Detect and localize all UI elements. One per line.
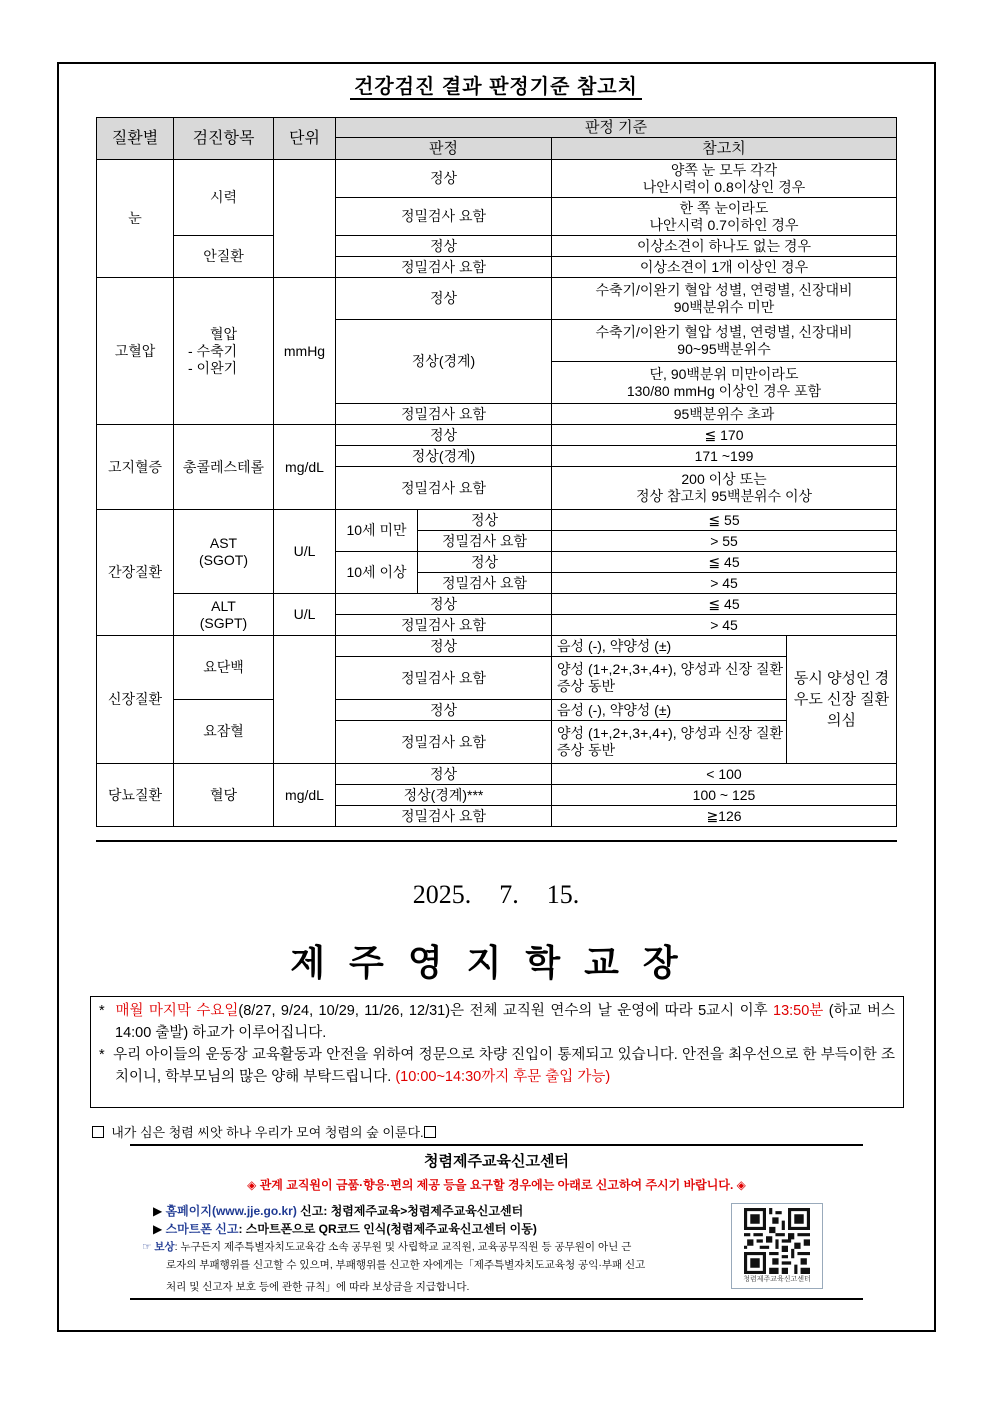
unit-mgdl: mg/dL xyxy=(274,425,336,510)
judgment-cell: 정밀검사 요함 xyxy=(336,257,552,278)
item-vision: 시력 xyxy=(174,160,274,236)
report-homepage: ▶ 홈페이지(www.jje.go.kr) 신고: 청렴제주교육>청렴제주교육신고센터 xyxy=(153,1204,524,1218)
reference-cell: > 55 xyxy=(552,531,897,552)
homepage-link[interactable]: 홈페이지(www.jje.go.kr) xyxy=(165,1204,297,1218)
report-title: 청렴제주교육신고센터 xyxy=(424,1153,569,1170)
header-reference: 참고치 xyxy=(552,138,897,160)
age-under-10: 10세 미만 xyxy=(336,510,418,552)
report-reward-line: 로자의 부패행위를 신고할 수 있으며, 부패행위를 신고한 자에게는「제주특별자치도교육청 공익·부패 신고 xyxy=(166,1259,646,1271)
judgment-cell: 정상 xyxy=(336,236,552,257)
disease-lipid: 고지혈증 xyxy=(97,425,174,510)
reference-cell: ≧126 xyxy=(552,806,897,827)
reference-cell: 양성 (1+,2+,3+,4+), 양성과 신장 질환 증상 동반 xyxy=(552,657,787,700)
principal-signature: 제주영지학교장 xyxy=(290,943,702,983)
reference-cell: ≦ 55 xyxy=(552,510,897,531)
reference-cell: 양쪽 눈 모두 각각 나안시력이 0.8이상인 경우 xyxy=(552,160,897,198)
unit-ul: U/L xyxy=(274,594,336,636)
reference-cell: ≦ 170 xyxy=(552,425,897,446)
disease-liver: 간장질환 xyxy=(97,510,174,636)
page-title: 건강검진 결과 판정기준 참고치 xyxy=(0,70,992,99)
disease-hypertension: 고혈압 xyxy=(97,278,174,425)
judgment-cell: 정상 xyxy=(336,764,552,785)
judgment-cell: 정상 xyxy=(418,510,552,531)
judgment-cell: 정상 xyxy=(336,278,552,320)
disease-kidney: 신장질환 xyxy=(97,636,174,764)
header-unit: 단위 xyxy=(274,118,336,160)
qr-code-icon xyxy=(742,1208,812,1274)
reference-cell: > 45 xyxy=(552,573,897,594)
judgment-cell: 정밀검사 요함 xyxy=(336,806,552,827)
qr-code[interactable] xyxy=(731,1203,823,1289)
judgment-cell: 정밀검사 요함 xyxy=(336,467,552,510)
judgment-cell: 정상(경계) xyxy=(336,320,552,404)
reference-cell: 이상소견이 하나도 없는 경우 xyxy=(552,236,897,257)
notice-item: * 우리 아이들의 운동장 교육활동과 안전을 위하여 정문으로 차량 진입이 통제되고 있습니다. 안전을 최우선으로 한 부득이한 조치이니, 학부모님의 많은 양해 부탁드립니다. (10:00~14:30까지 후문 출입 가능) xyxy=(99,1047,895,1085)
reference-cell: 171 ~199 xyxy=(552,446,897,467)
report-reward-line: 처리 및 신고자 보호 등에 관한 규칙」에 따라 보상금을 지급합니다. xyxy=(166,1281,470,1293)
judgment-cell: 정상 xyxy=(336,636,552,657)
report-center xyxy=(130,1144,863,1300)
item-blood-pressure: 혈압 - 수축기 - 이완기 xyxy=(174,278,274,425)
notice-box xyxy=(90,996,904,1108)
issue-date: 2025. 7. 15. xyxy=(412,880,580,909)
disease-eye: 눈 xyxy=(97,160,174,278)
reference-cell: 95백분위수 초과 xyxy=(552,404,897,425)
judgment-cell: 정상 xyxy=(418,552,552,573)
reference-cell: 100 ~ 125 xyxy=(552,785,897,806)
item-cholesterol: 총콜레스테롤 xyxy=(174,425,274,510)
judgment-cell: 정밀검사 요함 xyxy=(418,531,552,552)
judgment-cell: 정밀검사 요함 xyxy=(336,657,552,700)
reference-cell: 단, 90백분위 미만이라도 130/80 mmHg 이상인 경우 포함 xyxy=(552,362,897,404)
reference-cell: > 45 xyxy=(552,615,897,636)
reference-cell: 음성 (-), 약양성 (±) xyxy=(552,636,787,657)
reference-cell: < 100 xyxy=(552,764,897,785)
reference-cell: 이상소견이 1개 이상인 경우 xyxy=(552,257,897,278)
checkbox-icon xyxy=(92,1126,104,1138)
item-blood-sugar: 혈당 xyxy=(174,764,274,827)
reference-cell: ≦ 45 xyxy=(552,594,897,615)
judgment-cell: 정상(경계) xyxy=(336,446,552,467)
unit-eye xyxy=(274,160,336,278)
unit-ul: U/L xyxy=(274,510,336,594)
table-bottom-rule xyxy=(96,840,897,842)
header-disease: 질환별 xyxy=(97,118,174,160)
item-urine-protein: 요단백 xyxy=(174,636,274,700)
arrow-icon: ▶ xyxy=(153,1204,163,1218)
item-alt: ALT (SGPT) xyxy=(174,594,274,636)
judgment-cell: 정밀검사 요함 xyxy=(336,721,552,764)
unit-mgdl: mg/dL xyxy=(274,764,336,827)
report-smartphone: ▶ 스마트폰 신고: 스마트폰으로 QR코드 인식(청렴제주교육신고센터 이동) xyxy=(153,1222,537,1236)
judgment-cell: 정상 xyxy=(336,700,552,721)
header-judgment: 판정 xyxy=(336,138,552,160)
item-urine-blood: 요잠혈 xyxy=(174,700,274,764)
report-reward: ☞ 보상: 누구든지 제주특별자치도교육감 소속 공무원 및 사립학교 교직원, 교육공무직원 등 공무원이 아닌 근 xyxy=(142,1241,632,1253)
reference-cell: ≦ 45 xyxy=(552,552,897,573)
judgment-cell: 정상 xyxy=(336,425,552,446)
disease-diabetes: 당뇨질환 xyxy=(97,764,174,827)
pointing-hand-icon: ☞ xyxy=(142,1241,152,1253)
qr-caption: 청렴제주교육신고센터 xyxy=(743,1276,811,1283)
header-criteria: 판정 기준 xyxy=(336,118,897,138)
criteria-table xyxy=(96,117,897,827)
reference-cell: 200 이상 또는 정상 참고치 95백분위수 이상 xyxy=(552,467,897,510)
judgment-cell: 정상(경계)*** xyxy=(336,785,552,806)
judgment-cell: 정밀검사 요함 xyxy=(336,198,552,236)
arrow-icon: ▶ xyxy=(153,1222,163,1236)
kidney-note: 동시 양성인 경우도 신장 질환의심 xyxy=(787,636,897,764)
reference-cell: 양성 (1+,2+,3+,4+), 양성과 신장 질환 증상 동반 xyxy=(552,721,787,764)
report-subtitle: ◈ 관계 교직원이 금품·향응·편의 제공 등을 요구할 경우에는 아래로 신고하여 주시기 바랍니다. ◈ xyxy=(247,1178,746,1192)
notice-item: * 매월 마지막 수요일(8/27, 9/24, 10/29, 11/26, 12/31)은 전체 교직원 연수의 날 운영에 따라 5교시 이후 13:50분 (하교 버스 14:00 출발) 하교가 이루어집니다. xyxy=(99,1003,895,1041)
judgment-cell: 정밀검사 요함 xyxy=(336,404,552,425)
header-item: 검진항목 xyxy=(174,118,274,160)
judgment-cell: 정밀검사 요함 xyxy=(336,615,552,636)
unit-kidney xyxy=(274,636,336,764)
reference-cell: 한 쪽 눈이라도 나안시력 0.7이하인 경우 xyxy=(552,198,897,236)
reference-cell: 수축기/이완기 혈압 성별, 연령별, 신장대비 90~95백분위수 xyxy=(552,320,897,362)
reference-cell: 수축기/이완기 혈압 성별, 연령별, 신장대비 90백분위수 미만 xyxy=(552,278,897,320)
item-eye-disease: 안질환 xyxy=(174,236,274,278)
checkbox-icon xyxy=(424,1126,436,1138)
judgment-cell: 정상 xyxy=(336,160,552,198)
judgment-cell: 정밀검사 요함 xyxy=(418,573,552,594)
age-over-10: 10세 이상 xyxy=(336,552,418,594)
item-ast: AST (SGOT) xyxy=(174,510,274,594)
unit-mmhg: mmHg xyxy=(274,278,336,425)
judgment-cell: 정상 xyxy=(336,594,552,615)
reference-cell: 음성 (-), 약양성 (±) xyxy=(552,700,787,721)
integrity-slogan: 내가 심은 청렴 씨앗 하나 우리가 모여 청렴의 숲 이룬다. xyxy=(92,1122,436,1141)
